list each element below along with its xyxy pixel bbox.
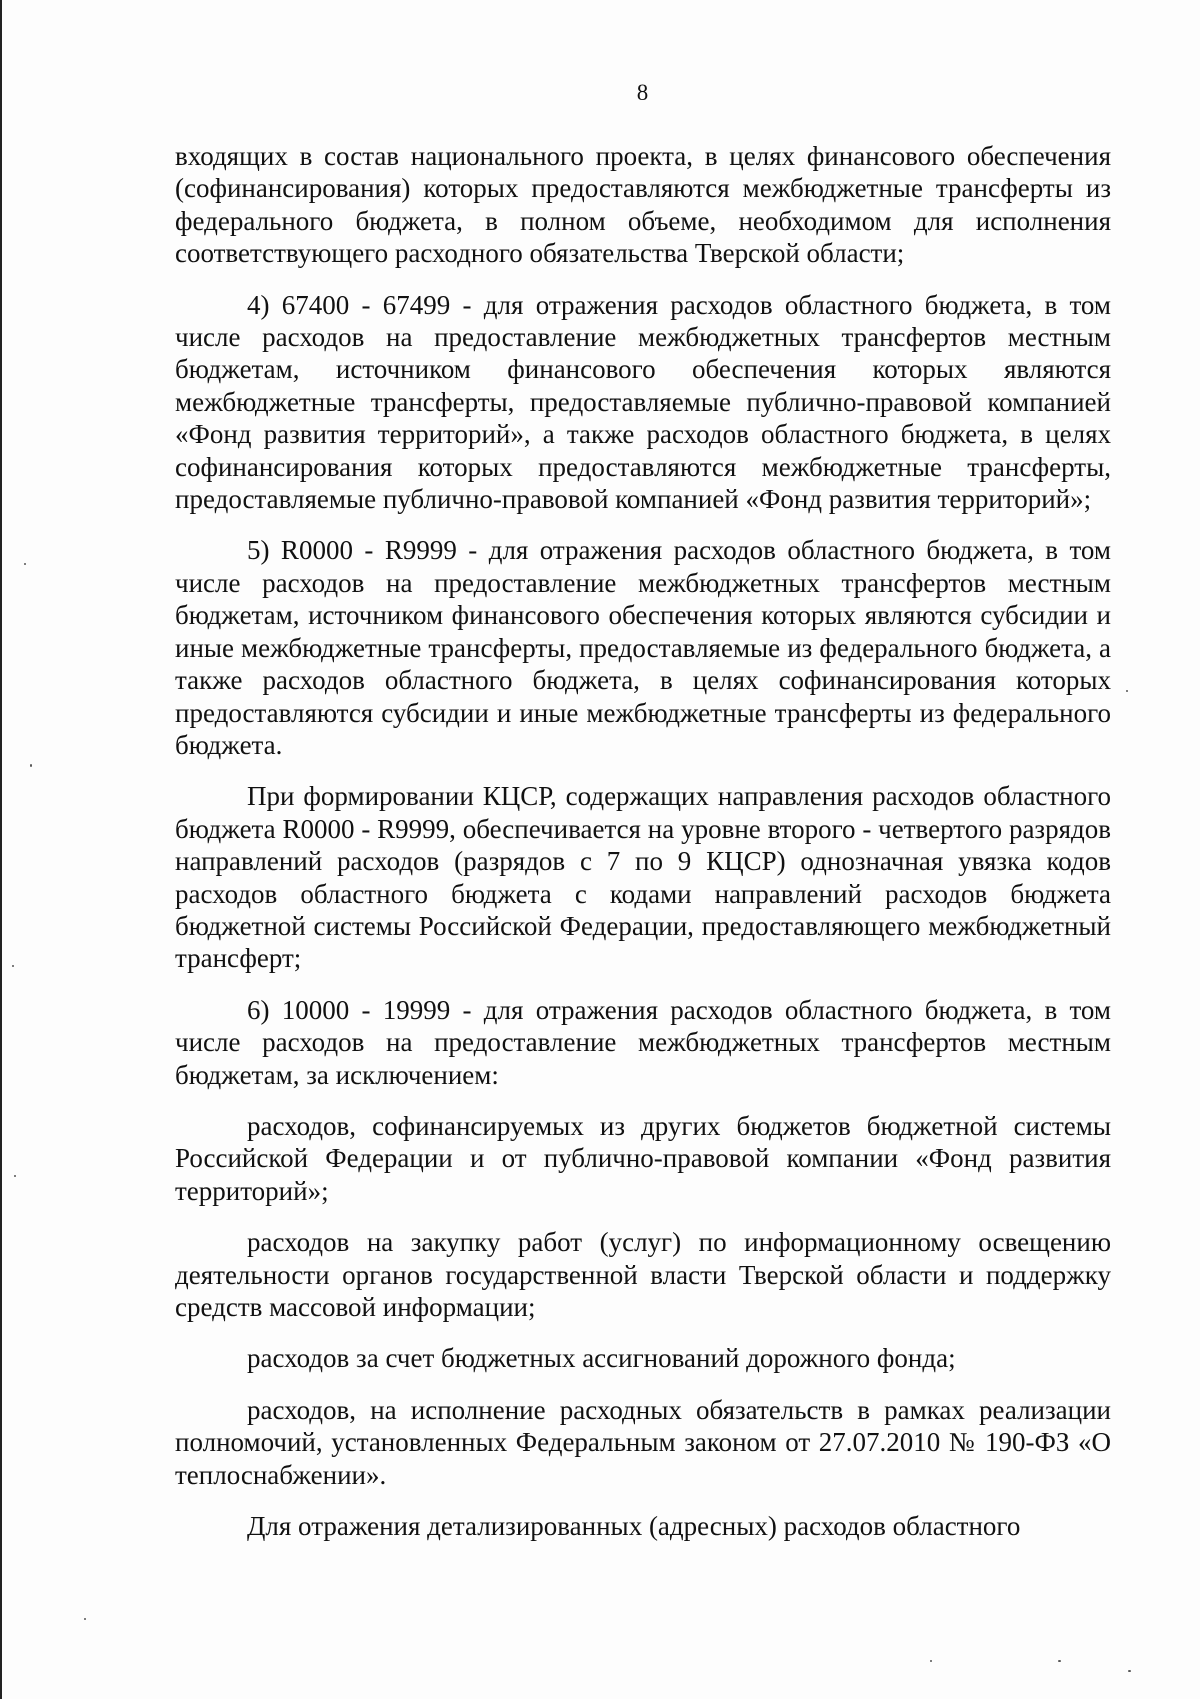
paragraph-kcsr-note: При формировании КЦСР, содержащих направления расходов областного бюджета R0000 - R9999, обеспечивается на уровне второго - четвертого разрядов направлений расходов (разрядов с 7 по 9 КЦСР) однозначная увязка кодов расходов областного бюджета с кодами направлений расходов бюджета бюджетной системы Российской Федерации, предоставляющего межбюджетный трансферт; [175, 781, 1111, 974]
paragraph-exception-road-fund: расходов за счет бюджетных ассигнований дорожного фонда; [247, 1343, 956, 1374]
scan-speck [14, 1175, 16, 1177]
scan-speck [84, 1618, 86, 1620]
page-number: 8 [636, 80, 649, 105]
scan-speck [24, 563, 26, 565]
paragraph-item-6: 6) 10000 - 19999 - для отражения расходов областного бюджета, в том числе расходов на предоставление межбюджетных трансфертов местным бюджетам, за исключением: [175, 994, 1111, 1090]
document-body [175, 140, 1111, 1561]
paragraph-exception-heat-supply: расходов, на исполнение расходных обязательств в рамках реализации полномочий, установленных Федеральным законом от 27.07.2010 № 190-ФЗ «О теплоснабжении». [175, 1394, 1111, 1490]
scan-speck [1128, 1670, 1131, 1672]
paragraph-item-5: 5) R0000 - R9999 - для отражения расходов областного бюджета, в том числе расходов на предоставление межбюджетных трансфертов местным бюджетам, источником финансового обеспечения которых являются субсидии и иные межбюджетные трансферты, предоставляемые из федерального бюджета, а также расходов областного бюджета, в целях софинансирования которых предоставляются субсидии и иные межбюджетные трансферты из федерального бюджета. [175, 535, 1111, 760]
paragraph-exception-media: расходов на закупку работ (услуг) по информационному освещению деятельности органов государственной власти Тверской области и поддержку средств массовой информации; [175, 1227, 1111, 1322]
paragraph-exception-cofinanced: расходов, софинансируемых из других бюджетов бюджетной системы Российской Федерации и от публично-правовой компании «Фонд развития территорий»; [175, 1110, 1111, 1206]
scan-speck [12, 965, 14, 967]
scan-edge-line [0, 0, 2, 1699]
scan-speck [30, 764, 32, 767]
paragraph-continuation: входящих в состав национального проекта, в целях финансового обеспечения (софинансирования) которых предоставляются межбюджетные трансферты из федерального бюджета, в полном объеме, необходимом для исполнения соответствующего расходного обязательства Тверской области; [175, 141, 1111, 269]
scan-speck [1058, 1660, 1061, 1662]
paragraph-item-4: 4) 67400 - 67499 - для отражения расходов областного бюджета, в том числе расходов на предоставление межбюджетных трансфертов местным бюджетам, источником финансового обеспечения которых являются межбюджетные трансферты, предоставляемые публично-правовой компанией «Фонд развития территорий», а также расходов областного бюджета, в целях софинансирования которых предоставляются межбюджетные трансферты, предоставляемые публично-правовой компанией «Фонд развития территорий»; [175, 289, 1111, 515]
scan-speck [930, 1660, 932, 1662]
paragraph-detailed-expenses: Для отражения детализированных (адресных) расходов областного [247, 1511, 1021, 1542]
scan-speck [1126, 690, 1128, 692]
